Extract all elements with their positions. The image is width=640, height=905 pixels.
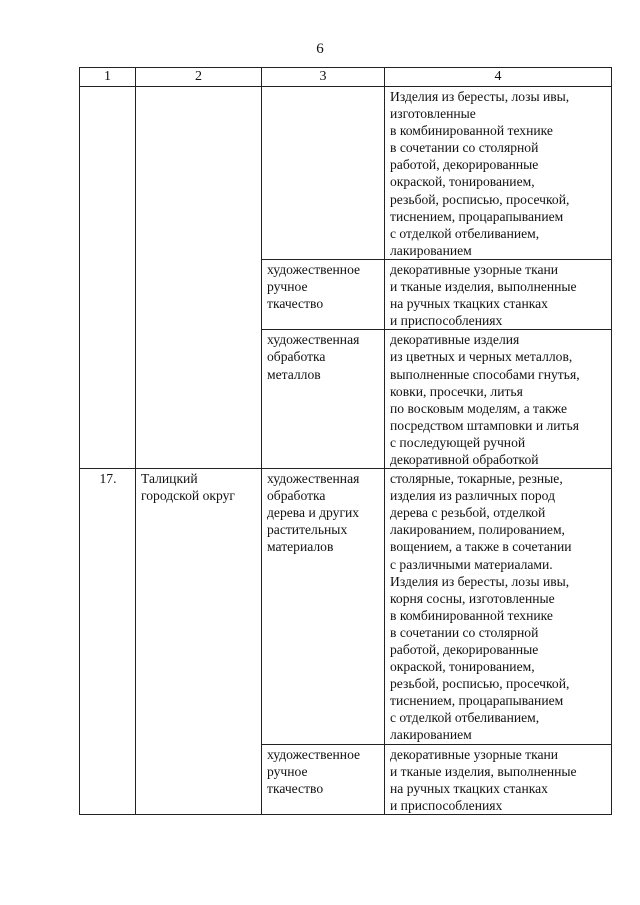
description-line: с отделкой отбеливанием, (390, 225, 540, 241)
craft-line: ручное (267, 279, 308, 295)
description-line: резьбой, росписью, просечкой, (390, 191, 570, 207)
description-line: работой, декорированные (390, 642, 539, 657)
page-number: 6 (316, 41, 324, 57)
table-row (80, 87, 612, 260)
craft-line: дерева и других (267, 505, 360, 521)
craft-cell (262, 330, 385, 469)
description-line: изделия из различных пород (390, 488, 555, 504)
description-line: лакированием (390, 727, 472, 743)
description-line: в комбинированной технике (390, 123, 553, 139)
description-line: декоративные узорные ткани (390, 261, 559, 277)
table-row (80, 469, 612, 745)
description-cell (385, 87, 612, 260)
column-header-craft: 3 (262, 68, 385, 87)
description-line: тиснением, процарапыванием (390, 693, 564, 709)
craft-line: ткачество (267, 780, 324, 796)
description-line: окраской, тонированием, (390, 174, 535, 190)
district-cell (136, 469, 262, 815)
description-line: корня сосны, изготовленные (390, 590, 555, 606)
description-line: вощением, а также в сочетании (390, 539, 572, 555)
craft-line: художественная (267, 471, 360, 487)
description-cell (385, 330, 612, 469)
column-header-description: 4 (385, 68, 612, 87)
description-line: в сочетании со столярной (390, 140, 539, 156)
district-line: городской округ (141, 488, 235, 504)
description-line: работой, декорированные (390, 157, 539, 173)
row-number-cell: 17. (80, 469, 136, 815)
description-line: дерева с резьбой, отделкой (390, 505, 546, 521)
description-line: на ручных ткацких станках (390, 780, 548, 796)
description-line: в сочетании со столярной (390, 624, 539, 640)
craft-line: обработка (267, 488, 326, 504)
description-line: посредством штамповки и литья (390, 417, 579, 433)
craft-line: ручное (267, 763, 308, 779)
description-line: с последующей ручной (390, 434, 526, 450)
table-header-row (80, 68, 612, 87)
description-line: с отделкой отбеливанием, (390, 710, 540, 726)
craft-cell (262, 259, 385, 329)
craft-line: растительных (267, 522, 348, 538)
craft-cell (262, 87, 385, 260)
description-line: и приспособлениях (390, 313, 503, 329)
description-cell (385, 469, 612, 745)
district-cell (136, 87, 262, 469)
craft-line: художественная (267, 332, 360, 348)
description-line: лакированием, полированием, (390, 522, 565, 538)
description-line: лакированием (390, 242, 472, 258)
crafts-registry-table (79, 67, 612, 815)
column-header-number: 1 (80, 68, 136, 87)
description-line: Изделия из бересты, лозы ивы, (390, 573, 570, 589)
craft-line: материалов (267, 539, 334, 555)
craft-line: ткачество (267, 296, 324, 312)
description-line: декоративные изделия (390, 332, 520, 348)
description-line: Изделия из бересты, лозы ивы, (390, 89, 570, 104)
description-line: и приспособлениях (390, 797, 503, 813)
craft-line: обработка (267, 349, 326, 365)
description-line: резьбой, росписью, просечкой, (390, 676, 570, 692)
description-cell (385, 259, 612, 329)
craft-line: металлов (267, 366, 321, 382)
description-line: изготовленные (390, 106, 476, 122)
district-line: Талицкий (141, 471, 198, 487)
craft-cell (262, 744, 385, 814)
description-line: ковки, просечки, литья (390, 383, 523, 399)
craft-line: художественное (267, 261, 361, 277)
craft-cell (262, 469, 385, 745)
description-line: столярные, токарные, резные, (390, 471, 563, 487)
description-line: декоративной обработкой (390, 451, 539, 467)
craft-line: художественное (267, 746, 361, 762)
row-number-cell (80, 87, 136, 469)
description-cell (385, 744, 612, 814)
description-line: и тканые изделия, выполненные (390, 279, 577, 295)
column-header-district: 2 (136, 68, 262, 87)
description-line: на ручных ткацких станках (390, 296, 548, 312)
description-line: в комбинированной технике (390, 607, 553, 623)
description-line: по восковым моделям, а также (390, 400, 568, 416)
description-line: тиснением, процарапыванием (390, 208, 564, 224)
description-line: декоративные узорные ткани (390, 746, 559, 762)
description-line: из цветных и черных металлов, (390, 349, 573, 365)
description-line: окраской, тонированием, (390, 659, 535, 675)
description-line: и тканые изделия, выполненные (390, 763, 577, 779)
description-line: с различными материалами. (390, 556, 553, 572)
description-line: выполненные способами гнутья, (390, 366, 580, 382)
